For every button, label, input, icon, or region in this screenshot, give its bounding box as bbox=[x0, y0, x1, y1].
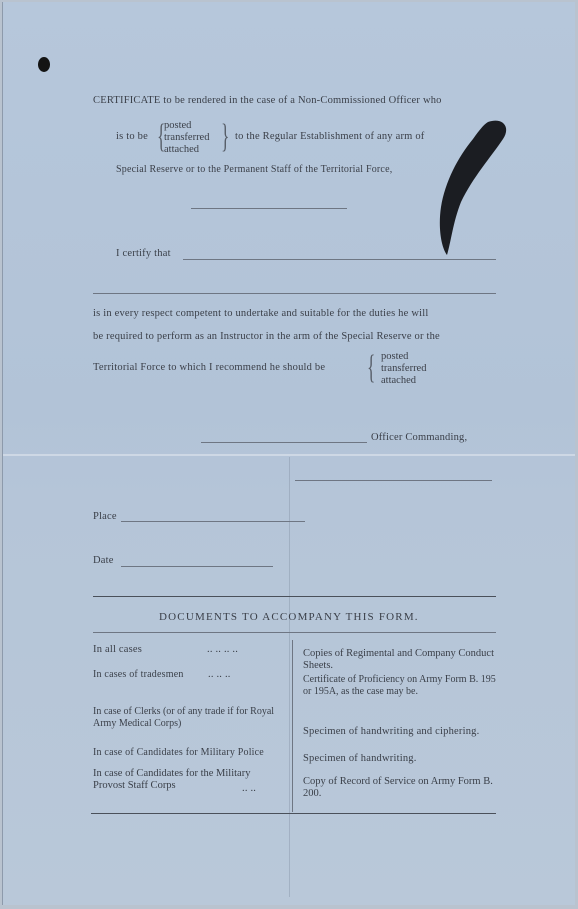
option-list-bottom bbox=[381, 351, 426, 387]
option-transferred: transferred bbox=[164, 132, 210, 143]
option-attached: attached bbox=[164, 144, 199, 155]
option-list-top bbox=[164, 120, 209, 156]
documents-heading: DOCUMENTS TO ACCOMPANY THIS FORM. bbox=[159, 611, 419, 623]
certify-label: I certify that bbox=[116, 248, 171, 259]
option-transferred-2: transferred bbox=[381, 363, 427, 374]
doc-row-2-leader: .. .. .. bbox=[208, 669, 231, 680]
doc-row-1-right: Copies of Regimental and Company Conduct Sheets. bbox=[303, 648, 495, 671]
date-label: Date bbox=[93, 555, 114, 566]
officer-extra-field[interactable] bbox=[295, 480, 492, 481]
officer-signature-field[interactable] bbox=[201, 442, 367, 443]
fold-crease-horizontal bbox=[3, 454, 575, 456]
place-field[interactable] bbox=[121, 521, 305, 522]
doc-row-4-right: Specimen of handwriting. bbox=[303, 753, 417, 764]
date-field[interactable] bbox=[121, 566, 273, 567]
certificate-line-2: to the Regular Establishment of any arm of bbox=[235, 131, 425, 142]
doc-row-5-left: In case of Candidates for the Military Provost Staff Corps bbox=[93, 768, 251, 791]
certify-name-field[interactable] bbox=[183, 259, 496, 260]
ink-blot-icon bbox=[433, 117, 508, 257]
doc-row-1-leader: .. .. .. .. bbox=[207, 644, 239, 655]
option-posted: posted bbox=[164, 120, 192, 131]
certify-line-c: Territorial Force to which I recommend he should be bbox=[93, 362, 326, 373]
documents-column-rule bbox=[292, 640, 293, 812]
doc-row-3-left: In case of Clerks (or of any trade if for Royal Army Medical Corps) bbox=[93, 706, 275, 729]
left-brace-icon: { bbox=[157, 118, 166, 155]
certificate-line-1: CERTIFICATE to be rendered in the case of a Non-Commissioned Officer who bbox=[93, 95, 442, 106]
doc-row-5-right: Copy of Record of Service on Army Form B. 200. bbox=[303, 776, 493, 799]
option-posted-2: posted bbox=[381, 351, 409, 362]
signature-rule bbox=[191, 208, 347, 209]
doc-row-1-left: In all cases bbox=[93, 644, 143, 655]
option-attached-2: attached bbox=[381, 375, 416, 386]
is-to-be-label: is to be bbox=[116, 131, 148, 142]
certify-name-field-2[interactable] bbox=[93, 293, 496, 294]
doc-row-2-right: Certificate of Proficiency on Army Form B. 195 or 195A, as the case may be. bbox=[303, 674, 496, 697]
certify-line-a: is in every respect competent to undertake and suitable for the duties he will bbox=[93, 308, 429, 319]
doc-row-2-left: In cases of tradesmen bbox=[93, 669, 184, 680]
doc-row-3-right: Specimen of handwriting and ciphering. bbox=[303, 726, 480, 737]
left-brace-2-icon: { bbox=[367, 349, 376, 386]
doc-row-5-leader: .. .. bbox=[242, 783, 257, 794]
section-divider bbox=[93, 596, 496, 597]
punch-hole-icon bbox=[38, 57, 50, 72]
right-brace-icon: } bbox=[221, 118, 230, 155]
documents-heading-rule bbox=[93, 632, 496, 633]
form-sheet bbox=[2, 2, 575, 905]
certificate-line-3: Special Reserve or to the Permanent Staff of the Territorial Force, bbox=[116, 164, 393, 175]
doc-row-4-left: In case of Candidates for Military Police bbox=[93, 747, 264, 758]
bottom-divider bbox=[91, 813, 496, 814]
certify-line-b: be required to perform as an Instructor in the arm of the Special Reserve or the bbox=[93, 331, 440, 342]
officer-commanding-label: Officer Commanding, bbox=[371, 432, 468, 443]
fold-crease-vertical bbox=[289, 457, 290, 897]
place-label: Place bbox=[93, 511, 117, 522]
